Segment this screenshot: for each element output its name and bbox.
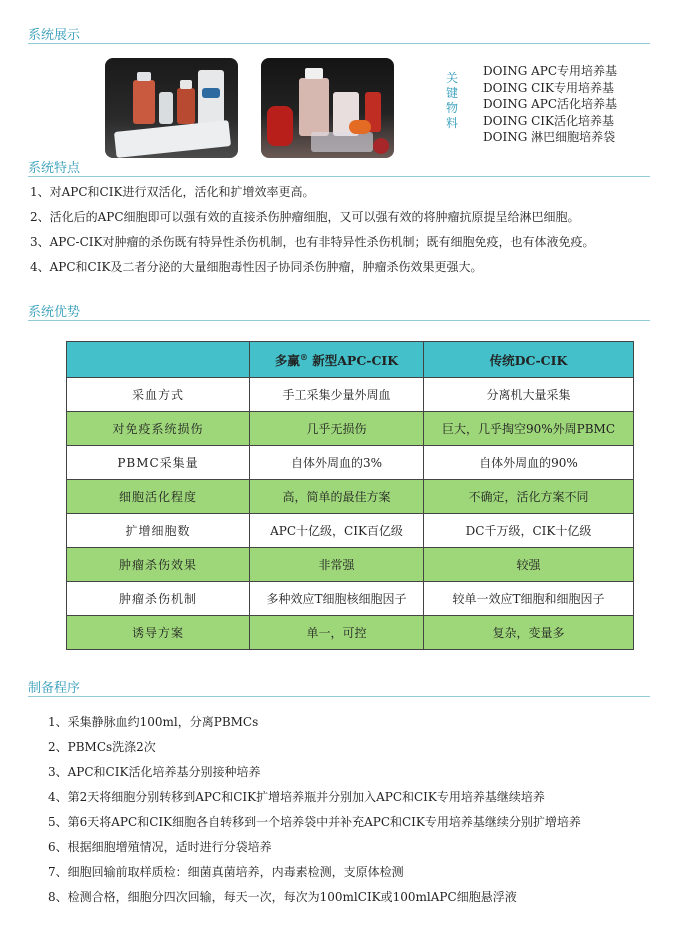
step-item: 6、根据细胞增殖情况，适时进行分袋培养: [48, 840, 272, 854]
table-cell: 自体外周血的3%: [250, 446, 424, 480]
table-cell: 较强: [424, 548, 634, 582]
table-row-label: 肿瘤杀伤效果: [67, 548, 250, 582]
table-row: [67, 412, 634, 446]
section-title-advantages: 系统优势: [28, 305, 81, 320]
step-item: 2、PBMCs洗涤2次: [48, 740, 156, 754]
step-item: 5、第6天将APC和CIK细胞各自转移到一个培养袋中并补充APC和CIK专用培养基继续分别扩增培养: [48, 815, 581, 829]
section-title-procedure: 制备程序: [28, 681, 81, 696]
table-row: [67, 514, 634, 548]
product-photo-bottles: [105, 58, 238, 158]
table-cell: 不确定，活化方案不同: [424, 480, 634, 514]
section-title-features: 系统特点: [28, 161, 81, 176]
features-list: [30, 184, 595, 284]
material-item: DOING CIK活化培养基: [483, 113, 614, 128]
step-item: 1、采集静脉血约100ml，分离PBMCs: [48, 715, 259, 729]
table-cell: 复杂，变量多: [424, 616, 634, 650]
table-row: [67, 616, 634, 650]
comparison-table: [66, 341, 634, 650]
material-item: DOING 淋巴细胞培养袋: [483, 130, 616, 144]
table-cell: 单一，可控: [250, 616, 424, 650]
divider: [28, 696, 650, 697]
table-row: [67, 480, 634, 514]
table-row-label: 对免疫系统损伤: [67, 412, 250, 446]
table-header-dc-cik: 传统DC-CIK: [424, 342, 634, 378]
table-cell: APC十亿级，CIK百亿级: [250, 514, 424, 548]
table-header-blank: [67, 342, 250, 378]
step-item: 4、第2天将细胞分别转移到APC和CIK扩增培养瓶并分别加入APC和CIK专用培养基继续培养: [48, 790, 545, 804]
table-cell: 较单一效应T细胞和细胞因子: [424, 582, 634, 616]
material-item: DOING APC活化培养基: [483, 97, 618, 111]
step-item: 3、APC和CIK活化培养基分别接种培养: [48, 765, 261, 779]
step-item: 7、细胞回输前取样质检：细菌真菌培养，内毒素检测，支原体检测: [48, 865, 404, 879]
table-cell: 高，简单的最佳方案: [250, 480, 424, 514]
feature-item: 3、APC-CIK对肿瘤的杀伤既有特异性杀伤机制，也有非特异性杀伤机制；既有细胞免疫，也有体液免疫。: [30, 235, 595, 249]
table-row-label: PBMC采集量: [67, 446, 250, 480]
table-cell: 几乎无损伤: [250, 412, 424, 446]
feature-item: 2、活化后的APC细胞即可以强有效的直接杀伤肿瘤细胞，又可以强有效的将肿瘤抗原提呈给淋巴细胞。: [30, 210, 580, 224]
key-materials-list: [483, 63, 617, 146]
table-row-label: 扩增细胞数: [67, 514, 250, 548]
table-cell: 多种效应T细胞核细胞因子: [250, 582, 424, 616]
key-materials-label: 关键物料: [445, 71, 458, 130]
divider: [28, 320, 650, 321]
table-row-label: 诱导方案: [67, 616, 250, 650]
section-title-display: 系统展示: [28, 28, 81, 43]
material-item: DOING CIK专用培养基: [483, 80, 614, 95]
table-cell: 非常强: [250, 548, 424, 582]
table-row-label: 肿瘤杀伤机制: [67, 582, 250, 616]
divider: [28, 43, 650, 44]
table-cell: 自体外周血的90%: [424, 446, 634, 480]
table-cell: DC千万级，CIK十亿级: [424, 514, 634, 548]
product-photo-flasks: [261, 58, 394, 158]
divider: [28, 176, 650, 177]
table-row: [67, 378, 634, 412]
table-row-label: 细胞活化程度: [67, 480, 250, 514]
table-row: [67, 582, 634, 616]
table-header-apc-cik: 多赢® 新型APC-CIK: [250, 342, 424, 378]
feature-item: 4、APC和CIK及二者分泌的大量细胞毒性因子协同杀伤肿瘤，肿瘤杀伤效果更强大。: [30, 260, 483, 274]
table-cell: 手工采集少量外周血: [250, 378, 424, 412]
material-item: DOING APC专用培养基: [483, 64, 618, 78]
table-header-row: [67, 342, 634, 378]
feature-item: 1、对APC和CIK进行双活化，活化和扩增效率更高。: [30, 185, 315, 199]
table-row: [67, 548, 634, 582]
table-row: [67, 446, 634, 480]
step-item: 8、检测合格，细胞分四次回输，每天一次，每次为100mlCIK或100mlAPC细胞悬浮液: [48, 890, 517, 904]
table-cell: 巨大，几乎掏空90%外周PBMC: [424, 412, 634, 446]
table-cell: 分离机大量采集: [424, 378, 634, 412]
procedure-steps: [48, 714, 581, 914]
table-row-label: 采血方式: [67, 378, 250, 412]
